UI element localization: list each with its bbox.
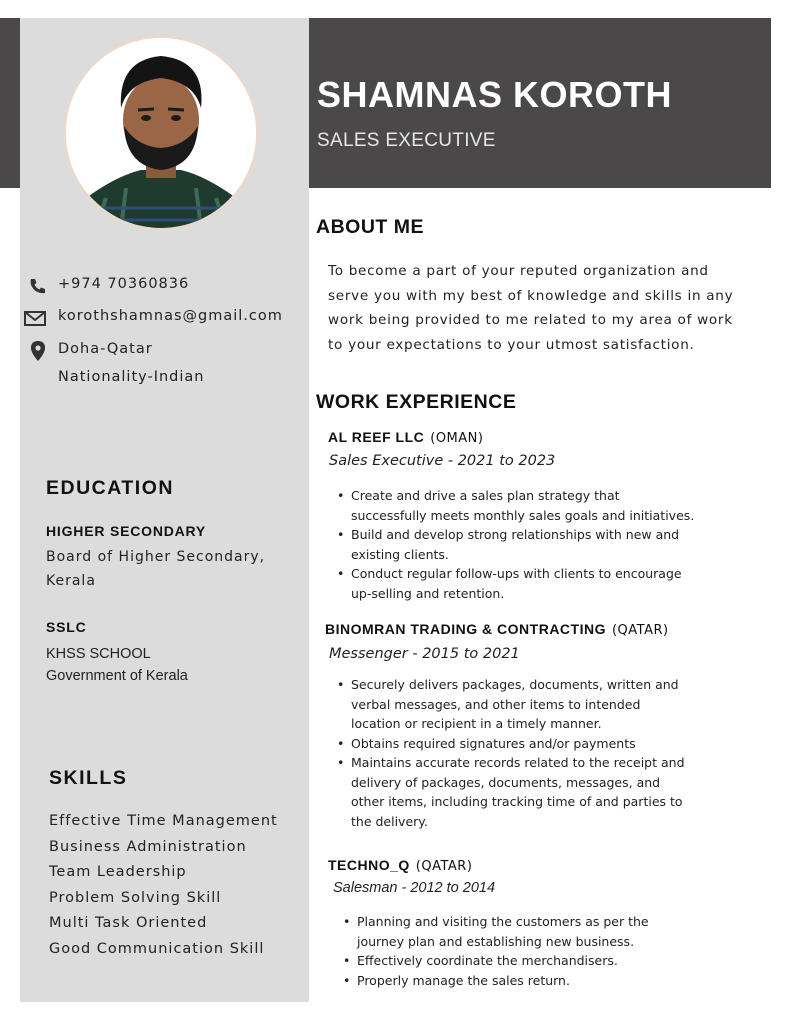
duty-line: • Create and drive a sales plan strategy that [351, 488, 620, 503]
phone-number: +974 70360836 [58, 276, 190, 292]
duty-item [333, 525, 694, 564]
duty-line: • Conduct regular follow-ups with clients to encourage [351, 566, 682, 581]
company-location: (QATAR) [415, 859, 473, 874]
nationality [58, 369, 204, 385]
duty-line: delivery of packages, documents, messages, and [351, 774, 661, 790]
duty-item [333, 486, 694, 525]
duty-item [339, 951, 649, 971]
phone-icon [28, 277, 48, 295]
education-line: Board of Higher Secondary, [46, 549, 266, 565]
duty-line: location or recipient in a timely manner. [351, 716, 602, 731]
about-text [328, 259, 778, 358]
header-left-strip [0, 18, 20, 188]
skills-heading: SKILLS [49, 767, 128, 789]
skill-item: Problem Solving Skill [49, 889, 222, 906]
duty-line: journey plan and establishing new business. [357, 933, 635, 949]
about-line: serve you with my best of knowledge and skills in any [328, 287, 734, 304]
company-name: BINOMRAN TRADING & CONTRACTING [325, 621, 606, 637]
education-line: Kerala [46, 573, 96, 589]
job-position: Salesman - 2012 to 2014 [333, 880, 496, 896]
location-pin-icon [30, 341, 46, 361]
candidate-name: SHAMNAS KOROTH [317, 74, 672, 115]
duty-item [333, 564, 694, 603]
about-line: to your expectations to your utmost satisfaction. [328, 337, 695, 354]
skill-item: Multi Task Oriented [49, 915, 208, 931]
duty-line: the delivery. [351, 813, 428, 829]
education-line: KHSS SCHOOL [46, 646, 151, 662]
duty-item [339, 912, 649, 951]
candidate-role: SALES EXECUTIVE [317, 130, 496, 151]
job-position: Sales Executive - 2021 to 2023 [329, 453, 556, 469]
job-company [328, 429, 483, 446]
job-duties [333, 675, 685, 831]
education-heading: EDUCATION [46, 477, 174, 499]
education-line: Government of Kerala [46, 668, 188, 684]
duty-line: other items, including tracking time of and parties to [351, 794, 683, 809]
duty-line: • Obtains required signatures and/or payments [351, 735, 636, 751]
duty-item [333, 753, 685, 831]
job-company [328, 857, 472, 874]
skill-item: Team Leadership [49, 864, 187, 880]
email-address: korothshamnas@gmail.com [58, 308, 283, 324]
education-detail [46, 545, 265, 593]
education-title: HIGHER SECONDARY [46, 523, 207, 539]
about-line: work being provided to me related to my area of work [328, 312, 733, 329]
profile-photo [64, 36, 258, 230]
company-location: (QATAR) [611, 623, 669, 638]
job-duties [333, 486, 694, 603]
duty-line: successfully meets monthly sales goals and initiatives. [351, 507, 695, 523]
about-heading: ABOUT ME [316, 216, 424, 238]
experience-heading: WORK EXPERIENCE [316, 391, 517, 413]
duty-line: verbal messages, and other items to intended [351, 696, 641, 712]
header [309, 18, 771, 188]
duty-item [339, 971, 649, 991]
company-location: (OMAN) [430, 431, 484, 446]
job-position: Messenger - 2015 to 2021 [329, 646, 520, 662]
duty-line: up-selling and retention. [351, 585, 505, 601]
about-line: To become a part of your reputed organization and [328, 263, 709, 279]
duty-line: • Maintains accurate records related to the receipt and [351, 755, 685, 770]
mail-icon [24, 309, 46, 327]
duty-item [333, 734, 685, 754]
duty-line: • Properly manage the sales return. [357, 972, 570, 988]
nationality-text: Nationality-Indian [58, 369, 205, 385]
duty-item [333, 675, 685, 734]
duty-line: • Planning and visiting the customers as per the [357, 914, 649, 929]
company-name: AL REEF LLC [328, 429, 425, 445]
education-title: SSLC [46, 619, 87, 635]
job-duties [339, 912, 649, 990]
job-company [325, 621, 669, 638]
skills-list [49, 809, 278, 962]
location-text: Doha-Qatar [58, 341, 153, 357]
duty-line: • Securely delivers packages, documents, written and [351, 677, 679, 692]
duty-line: existing clients. [351, 546, 449, 562]
education-detail [46, 643, 188, 687]
skill-item: Effective Time Management [49, 813, 278, 829]
duty-line: • Effectively coordinate the merchandisers. [357, 953, 618, 968]
company-name: TECHNO_Q [328, 857, 410, 873]
skill-item: Business Administration [49, 838, 247, 855]
skill-item: Good Communication Skill [49, 940, 265, 957]
duty-line: • Build and develop strong relationships with new and [351, 527, 680, 542]
